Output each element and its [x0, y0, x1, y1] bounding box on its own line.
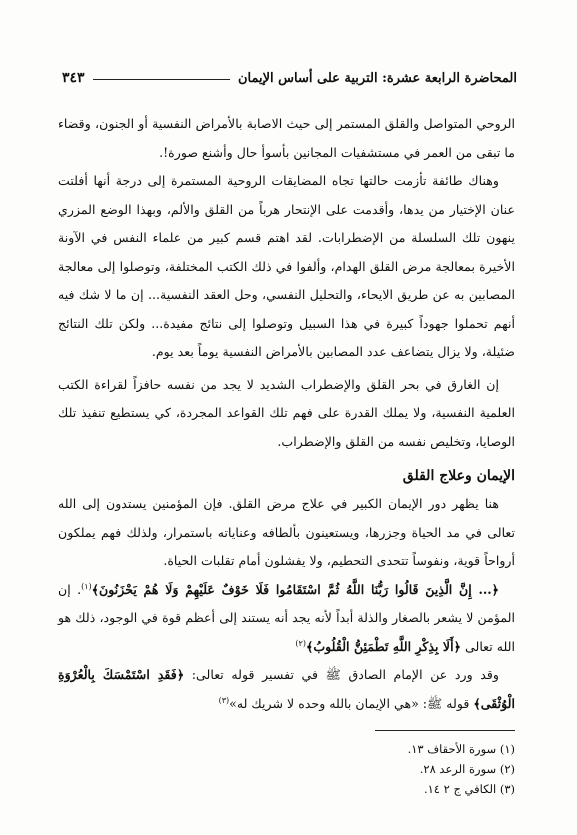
- imam-saying-text: قوله ﷺ: «هي الإيمان بالله وحده لا شريك له»: [229, 695, 474, 711]
- footnote-3: (٣) الكافي ج ٢ ١٤.: [423, 782, 515, 796]
- section-heading: الإيمان وعلاج القلق: [402, 468, 515, 484]
- footnote-ref-1: (١): [81, 581, 92, 591]
- footnotes: [58, 730, 515, 799]
- quran-verse-3: ﴿فَقَدِ اسْتَمْسَكَ بِالْعُرْوَةِ الْوُثْقَى﴾: [58, 667, 515, 711]
- page-number: ٣٤٣: [62, 70, 85, 86]
- page-body: [58, 110, 515, 718]
- quran-verse-2: ﴿أَلَا بِذِكْرِ اللَّهِ تَطْمَئِنُّ الْقُلُوبُ﴾: [305, 638, 461, 654]
- footnote-2: (٢) سورة الرعد ٢٨.: [419, 762, 515, 776]
- paragraph-believer-text: . إن المؤمن لا يشعر بالصغار والذلة أبداً لأنه يجد أنه يستند إلى أعظم قوة في الوجود، ذلك هو الله تعالى: [58, 581, 515, 654]
- quran-verse-1: ﴿... إِنَّ الَّذِينَ قَالُوا رَبُّنَا اللَّهُ ثُمَّ اسْتَقَامُوا فَلَا خَوْفٌ عَلَيْهِمْ وَلَا هُمْ يَحْزَنُونَ﴾: [91, 581, 499, 597]
- footnote-ref-3: (٣): [218, 695, 230, 705]
- footnote-ref-2: (٢): [295, 638, 306, 648]
- paragraph-suicide: وهناك طائفة تأزمت حالتها تجاه المضايقات الروحية المستمرة إلى درجة أنها أفلتت عنان الإختيار من يدها، وأقدمت على الإنتحار هرباً من القلق والألم، وبهذا الوضع المزري ينهون تلك السلسلة من الإضطرابات. لقد اهتم قسم كبير من علماء النفس في الآونة الأخيرة بمعالجة مرض القلق الهدام، وألفوا في ذلك الكتب المختلفة، وتوصلوا إلى معالجة المصابين به عن طريق الايحاء، والتحليل النفسي، وحل العقد النفسية... إن ما لا شك فيه أنهم تحملوا جهوداً كبيرة في هذا السبيل وتوصلوا إلى نتائج مفيدة... ولكن تلك النتائج ضئيلة، ولا يزال يتضاعف عدد المصابين بالأمراض النفسية يوماً بعد يوم.: [58, 173, 515, 359]
- paragraph-quran-quotes: [58, 576, 515, 662]
- page-header: [62, 70, 517, 86]
- paragraph-drowning: إن الغارق في بحر القلق والإضطراب الشديد لا يجد من نفسه حافزاً لقراءة الكتب العلمية النفسية، ولا يملك القدرة على فهم تلك القواعد المجردة، كي يستطيع تنفيذ تلك الوصايا، وتخليص نفسه من القلق والإضطراب.: [58, 376, 515, 449]
- imam-intro-text: وقد ورد عن الإمام الصادق ﷺ في تفسير قوله تعالى:: [184, 667, 499, 682]
- paragraph-faith-role: هنا يظهر دور الإيمان الكبير في علاج مرض القلق. فإن المؤمنين يستدون إلى الله تعالى في مد الحياة وجزرها، ويستعينون بألطافه وعناياته باستمرار، ولذلك فهم يملكون أرواحاً قوية، ونفوساً تتحدى التحطيم، ولا يفشلون أمام تقلبات الحياة.: [58, 496, 515, 568]
- header-rule: [93, 79, 230, 80]
- footnote-rule: [375, 730, 515, 731]
- footnote-1: (١) سورة الأحقاف ١٣.: [407, 742, 515, 756]
- running-title: المحاضرة الرابعة عشرة: التربية على أساس الإيمان: [237, 70, 517, 86]
- paragraph-continuation: الروحي المتواصل والقلق المستمر إلى حيث الاصابة بالأمراض النفسية أو الجنون، وقضاء ما تبقى من العمر في مستشفيات المجانين بأسوأ حال وأشنع صورة!.: [58, 116, 515, 160]
- paragraph-imam-saying: [58, 661, 515, 718]
